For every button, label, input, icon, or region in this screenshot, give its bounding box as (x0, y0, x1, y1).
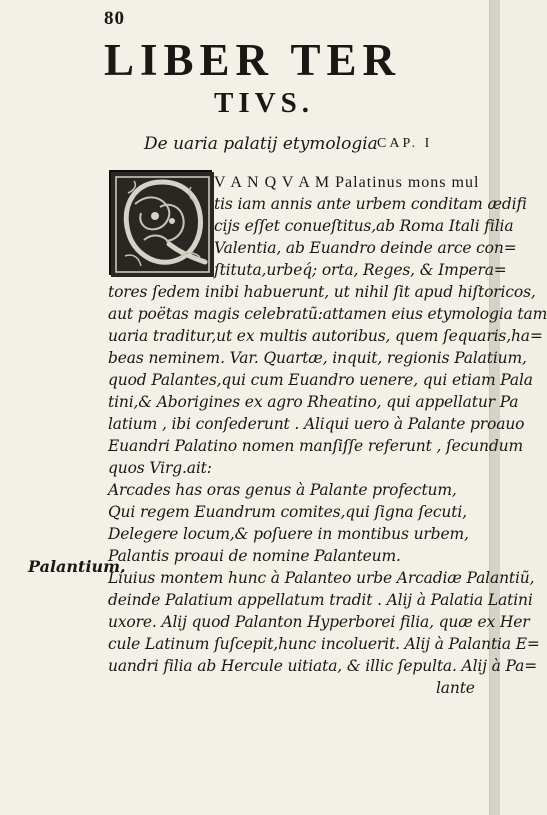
text-line: Arcades has oras genus à Palante profectum, (108, 481, 457, 499)
text-line: deinde Palatium appellatum tradit . Alij à Palatia Latini (108, 591, 533, 609)
text-line: Palantis proaui de nomine Palanteum. (108, 547, 401, 565)
text-line: Qui regem Euandrum comites,qui ſigna ſecuti, (108, 503, 467, 521)
text-line: uaria traditur,ut ex multis autoribus, quem ſequaris,ha= (108, 327, 543, 345)
margin-note: Palantium. (28, 557, 126, 576)
text-line: Liuius montem hunc à Palanteo urbe Arcadiæ Palantiũ, (108, 569, 535, 587)
decorated-initial-q-icon (109, 170, 212, 275)
chapter-title: De uaria palatij etymologia (144, 134, 378, 154)
text-line: cule Latinum ſuſcepit,hunc incoluerit. Alij à Palantia E= (108, 635, 540, 653)
chapter-label: CAP. I (377, 136, 433, 151)
text-line: cijs eſſet conueſtitus,ab Roma Itali filia (214, 217, 514, 235)
text-line: tores ſedem inibi habuerunt, ut nihil ſit apud hiſtoricos, (108, 283, 536, 301)
page-number: 80 (104, 8, 125, 29)
text-line: tini,& Aborigines ex agro Rheatino, qui appellatur Pa (108, 393, 519, 411)
text-line: beas neminem. Var. Quartæ, inquit, regionis Palatium, (108, 349, 527, 367)
text-line: uandri filia ab Hercule uitiata, & illic ſepulta. Alij à Pa= (108, 657, 538, 675)
text-line: lante (436, 679, 475, 697)
text-line: Valentia, ab Euandro deinde arce con= (214, 239, 517, 257)
text-line: latium , ibi conſederunt . Aliqui uero à Palante proauo (108, 415, 525, 433)
text-line: Delegere locum,& poſuere in montibus urbem, (108, 525, 469, 543)
text-line: quos Virg.ait: (108, 459, 212, 477)
text-line: aut poëtas magis celebratũ:attamen eius etymologia tam (108, 305, 547, 323)
chapter-heading (144, 134, 469, 158)
text-line: ſtituta,urbeq́; orta, Reges, & Impera= (214, 261, 507, 279)
text-line: Euandri Palatino nomen manſiſſe referunt , ſecundum (108, 437, 524, 455)
text-line: quod Palantes,qui cum Euandro uenere, qui etiam Pala (108, 371, 533, 389)
text-line: V A N Q V A M Palatinus mons mul (214, 174, 480, 191)
text-line: uxore. Alij quod Palanton Hyperborei filia, quæ ex Her (108, 613, 530, 631)
text-line: tis iam annis ante urbem conditam ædifi (214, 195, 527, 213)
book-title-line-1: LIBER TER (104, 35, 402, 85)
book-title-line-2: TIVS. (214, 87, 314, 119)
